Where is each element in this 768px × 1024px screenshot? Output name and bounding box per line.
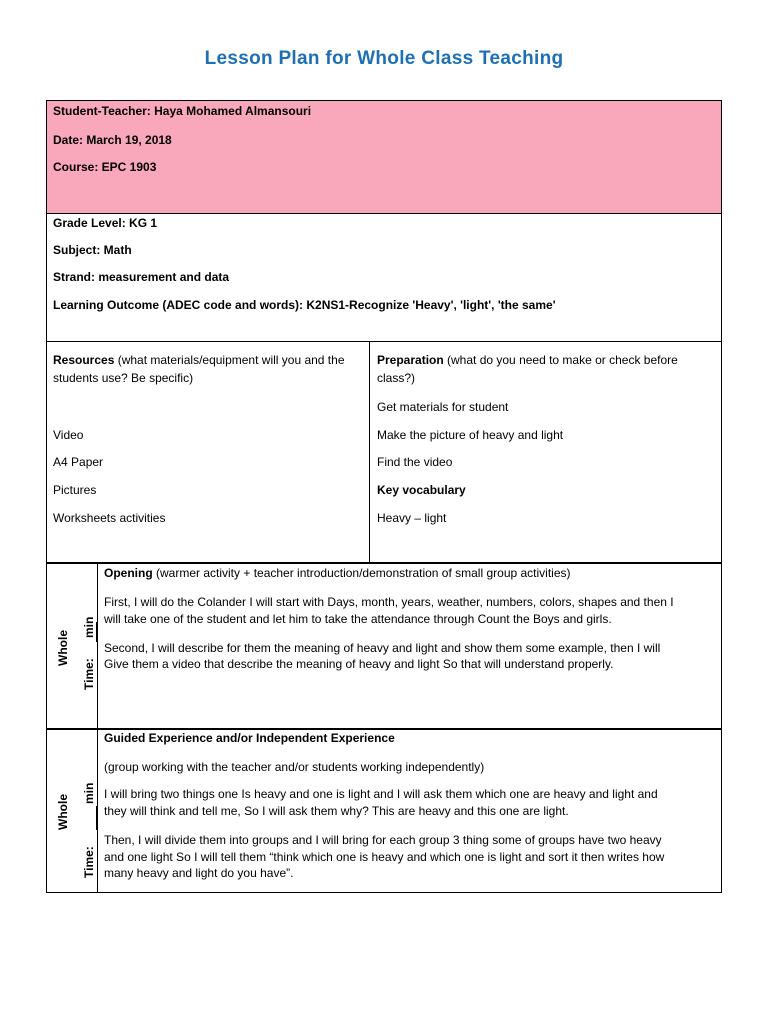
strand: Strand: measurement and data: [53, 270, 230, 284]
guided-side-labels: [47, 730, 97, 892]
opening-paragraph-2-line-1: Second, I will describe for them the meaning of heavy and light and show them some example, then I will: [104, 641, 661, 655]
grade-level: Grade Level: KG 1: [53, 216, 158, 230]
preparation-item: Make the picture of heavy and light: [377, 428, 564, 442]
resource-item: Worksheets activities: [53, 511, 166, 525]
time-label: Time:: [82, 846, 96, 878]
course-code: Course: EPC 1903: [53, 160, 157, 174]
guided-paragraph-1-line-2: they will think and tell me, So I will ask them why? This are heavy and this one are light.: [104, 804, 569, 818]
preparation-note-2: class?): [377, 371, 416, 385]
guided-paragraph-2-line-1: Then, I will divide them into groups and I will bring for each group 3 thing some of groups have two heavy: [104, 833, 662, 847]
resources-heading: Resources: [53, 353, 115, 367]
resources-preparation-section: [46, 341, 722, 563]
key-vocabulary: Heavy – light: [377, 511, 447, 525]
guided-note: (group working with the teacher and/or students working independently): [104, 760, 485, 774]
resource-item: Video: [53, 428, 84, 442]
side-divider: [97, 564, 98, 728]
min-label: min: [82, 782, 96, 804]
guided-heading: Guided Experience and/or Independent Experience: [104, 731, 395, 745]
opening-heading: Opening: [104, 566, 153, 580]
student-teacher: Student-Teacher: Haya Mohamed Almansouri: [53, 104, 312, 118]
guided-paragraph-2-line-2: and one light So I will tell them “think which one is heavy and which one is light and sort it then writes how: [104, 850, 665, 864]
preparation-heading: Preparation: [377, 353, 444, 367]
preparation-item: Find the video: [377, 455, 453, 469]
header-section: [46, 100, 722, 214]
opening-side-labels: [47, 564, 97, 728]
page-title: Lesson Plan for Whole Class Teaching: [204, 48, 564, 69]
key-vocabulary-label: Key vocabulary: [377, 483, 466, 497]
resource-item: A4 Paper: [53, 455, 104, 469]
guided-paragraph-1-line-1: I will bring two things one Is heavy and one is light and I will ask them which one are heavy and light and: [104, 787, 658, 801]
opening-paragraph-1-line-2: will take one of the student and let him to take the attendance through Count the Boys and girls.: [104, 612, 612, 626]
whole-label: Whole: [56, 630, 70, 666]
learning-outcome: Learning Outcome (ADEC code and words): K2NS1-Recognize 'Heavy', 'light', 'the same': [53, 298, 556, 312]
opening-paragraph-1-line-1: First, I will do the Colander I will start with Days, month, years, weather, numbers, colors, shapes and then I: [104, 595, 674, 609]
time-label: Time:: [82, 658, 96, 690]
opening-note: (warmer activity + teacher introduction/demonstration of small group activities): [152, 566, 571, 580]
lesson-date: Date: March 19, 2018: [53, 133, 172, 147]
column-divider: [369, 342, 370, 562]
opening-paragraph-2-line-2: Give them a video that describe the meaning of heavy and light So that will understand properly.: [104, 657, 614, 671]
resource-item: Pictures: [53, 483, 97, 497]
preparation-item: Get materials for student: [377, 400, 509, 414]
guided-experience-section: [46, 729, 722, 893]
opening-section: [46, 563, 722, 729]
side-divider: [97, 730, 98, 892]
preparation-note: (what do you need to make or check before: [443, 353, 678, 367]
guided-paragraph-2-line-3: many heavy and light do you have”.: [104, 866, 294, 880]
lesson-info-section: [46, 213, 722, 342]
min-label: min: [82, 616, 96, 638]
resources-note: (what materials/equipment will you and the: [114, 353, 345, 367]
whole-label: Whole: [56, 794, 70, 830]
subject: Subject: Math: [53, 243, 132, 257]
resources-note-2: students use? Be specific): [53, 371, 194, 385]
